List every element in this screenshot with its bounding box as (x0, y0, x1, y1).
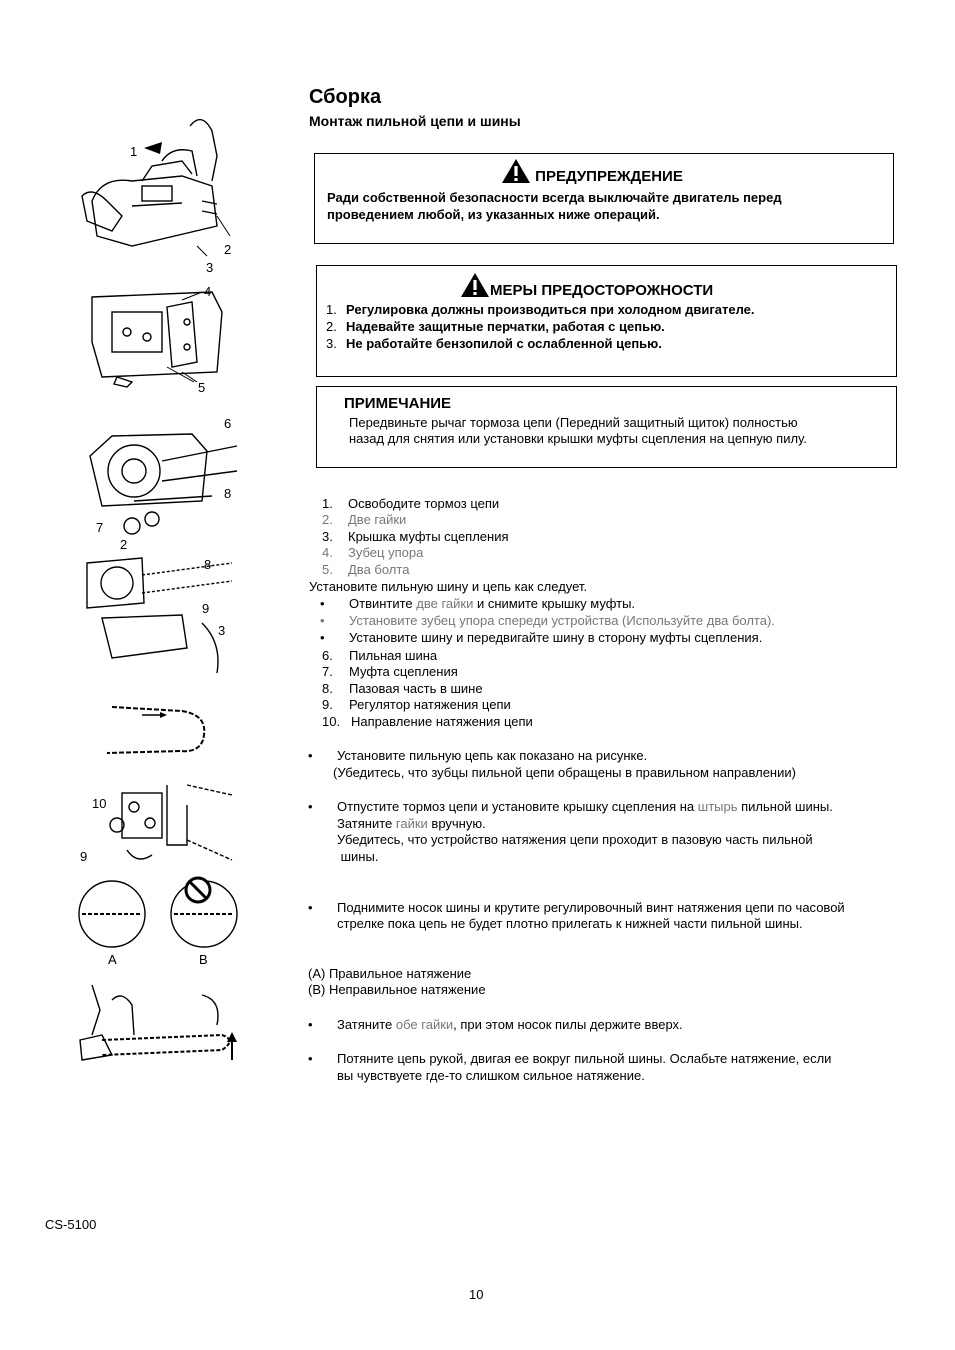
warning-heading: ПРЕДУПРЕЖДЕНИЕ (535, 168, 683, 185)
release-line-1 (337, 799, 833, 816)
bullet: • (308, 799, 313, 814)
chain-loop-illustration (72, 695, 237, 765)
chain-line-1: Установите пильную цепь как показано на рисунке. (337, 748, 648, 763)
warning-box (314, 153, 894, 244)
step-highlight: две гайки (416, 596, 474, 611)
lift-line-1: Поднимите носок шины и крутите регулировочный винт натяжения цепи по часовой (337, 900, 845, 915)
figure-label: 3 (218, 623, 226, 638)
clutch-illustration (72, 416, 242, 551)
bullet: • (308, 900, 313, 915)
precaution-text-3: Не работайте бензопилой с ослабленной цепью. (346, 336, 662, 351)
figure-chain-direction (72, 695, 237, 765)
bullet: • (308, 748, 313, 763)
pull-line-1: Потяните цепь рукой, двигая ее вокруг пильной шины. Ослабьте натяжение, если (337, 1051, 832, 1066)
part-num-10: 10. (322, 714, 341, 729)
bullet: • (320, 613, 325, 628)
warning-heading-row (501, 158, 683, 185)
part-text-7: Муфта сцепления (349, 664, 458, 679)
release-highlight: штырь (697, 799, 738, 814)
figure-label: 9 (80, 849, 88, 864)
tension-correct: (A) Правильное натяжение (308, 966, 472, 981)
part-num-8: 8. (322, 681, 333, 696)
tighten-illustration (72, 980, 242, 1075)
part-num-2: 2. (322, 512, 333, 527)
release-text: пильной шины. (737, 799, 833, 814)
figure-label: 2 (120, 537, 128, 551)
warning-triangle-icon (501, 158, 531, 184)
tighten-text: , при этом носок пилы держите вверх. (453, 1017, 683, 1032)
part-num-3: 3. (322, 529, 333, 544)
precaution-text-2: Надевайте защитные перчатки, работая с цепью. (346, 319, 665, 334)
step-text: и снимите крышку муфты. (473, 596, 636, 611)
part-text-5: Два болта (348, 562, 410, 577)
figure-tension-compare (72, 876, 242, 971)
part-num-5: 5. (322, 562, 333, 577)
part-num-9: 9. (322, 697, 333, 712)
part-text-8: Пазовая часть в шине (349, 681, 483, 696)
note-line-2: назад для снятия или установки крышки муфты сцепления на цепную пилу. (349, 431, 807, 446)
warning-line-2: проведением любой, из указанных ниже операций. (327, 207, 660, 222)
precautions-heading-row (460, 272, 713, 299)
part-text-9: Регулятор натяжения цепи (349, 697, 511, 712)
precaution-num-3: 3. (326, 336, 337, 351)
prohibited-icon (186, 878, 210, 902)
precaution-num-2: 2. (326, 319, 337, 334)
note-line-1: Передвиньте рычаг тормоза цепи (Передний защитный щиток) полностью (349, 415, 798, 430)
part-num-1: 1. (322, 496, 333, 511)
warning-triangle-icon (460, 272, 490, 298)
tighten-highlight: обе гайки (395, 1017, 454, 1032)
figure-label: 8 (204, 557, 212, 572)
part-num-6: 6. (322, 648, 333, 663)
tighten-line (337, 1017, 683, 1034)
figure-label: A (108, 952, 117, 967)
step-remove-nuts (349, 596, 635, 613)
part-text-1: Освободите тормоз цепи (348, 496, 500, 511)
figure-label: 6 (224, 416, 232, 431)
figure-label: 4 (204, 284, 212, 299)
step-install-spike: Установите зубец упора спереди устройства (Используйте два болта). (349, 613, 775, 628)
section-subtitle: Монтаж пильной цепи и шины (309, 113, 521, 129)
figure-spike-bolts (72, 282, 242, 402)
tensioner-illustration (72, 775, 237, 870)
lift-line-2: стрелке пока цепь не будет плотно прилегать к нижней части пильной шины. (337, 916, 803, 931)
warning-line-1: Ради собственной безопасности всегда выключайте двигатель перед (327, 190, 782, 205)
spike-illustration (72, 282, 242, 402)
figure-label: 7 (96, 520, 104, 535)
chainsaw-brake-illustration (72, 106, 242, 276)
figure-label: 10 (92, 796, 107, 811)
precaution-text-1: Регулировка должны производиться при холодном двигателе. (346, 302, 755, 317)
figure-label: 1 (130, 144, 138, 159)
bullet: • (308, 1051, 313, 1066)
figure-label: 9 (202, 601, 210, 616)
part-num-7: 7. (322, 664, 333, 679)
part-text-6: Пильная шина (349, 648, 438, 663)
step-install-bar: Установите шину и передвигайте шину в сторону муфты сцепления. (349, 630, 763, 645)
release-line-2 (337, 816, 486, 833)
part-text-3: Крышка муфты сцепления (348, 529, 509, 544)
bullet: • (320, 630, 325, 645)
release-text: вручную. (427, 816, 486, 831)
figure-tensioner (72, 775, 237, 870)
figure-tighten-nuts (72, 980, 242, 1075)
pull-line-2: вы чувствуете где-то слишком сильное натяжение. (337, 1068, 645, 1083)
figure-label: 3 (206, 260, 214, 275)
figure-label: B (199, 952, 208, 967)
tighten-text: Затяните (337, 1017, 396, 1032)
part-text-10: Направление натяжения цепи (351, 714, 533, 729)
tension-compare-illustration (72, 876, 242, 971)
precautions-box (316, 265, 897, 377)
page-number: 10 (469, 1287, 484, 1302)
bar-install-illustration (72, 553, 237, 678)
bullet: • (308, 1017, 313, 1032)
figure-label: 5 (198, 380, 206, 395)
install-intro: Установите пильную шину и цепь как следует. (309, 579, 588, 594)
figure-label: 2 (224, 242, 232, 257)
tension-incorrect: (B) Неправильное натяжение (308, 982, 486, 997)
release-highlight: гайки (395, 816, 428, 831)
figure-clutch-bar (72, 416, 242, 551)
part-text-2: Две гайки (348, 512, 407, 527)
precautions-heading: МЕРЫ ПРЕДОСТОРОЖНОСТИ (490, 282, 714, 299)
step-text: Отвинтите (349, 596, 417, 611)
page-title: Сборка (309, 86, 382, 108)
part-text-4: Зубец упора (348, 545, 424, 560)
note-box (316, 386, 897, 468)
release-text: Отпустите тормоз цепи и установите крышку сцепления на (337, 799, 698, 814)
part-num-4: 4. (322, 545, 333, 560)
figure-release-brake (72, 106, 242, 276)
release-line-3: Убедитесь, что устройство натяжения цепи проходит в пазовую часть пильной (337, 832, 813, 847)
note-heading: ПРИМЕЧАНИЕ (344, 395, 452, 412)
release-text: Затяните (337, 816, 396, 831)
figure-label: 8 (224, 486, 232, 501)
bullet: • (320, 596, 325, 611)
release-line-4: шины. (337, 849, 379, 864)
footer-model: CS-5100 (45, 1217, 97, 1232)
figure-install-bar (72, 553, 237, 678)
chain-line-2: (Убедитесь, что зубцы пильной цепи обращены в правильном направлении) (333, 765, 796, 780)
precaution-num-1: 1. (326, 302, 337, 317)
